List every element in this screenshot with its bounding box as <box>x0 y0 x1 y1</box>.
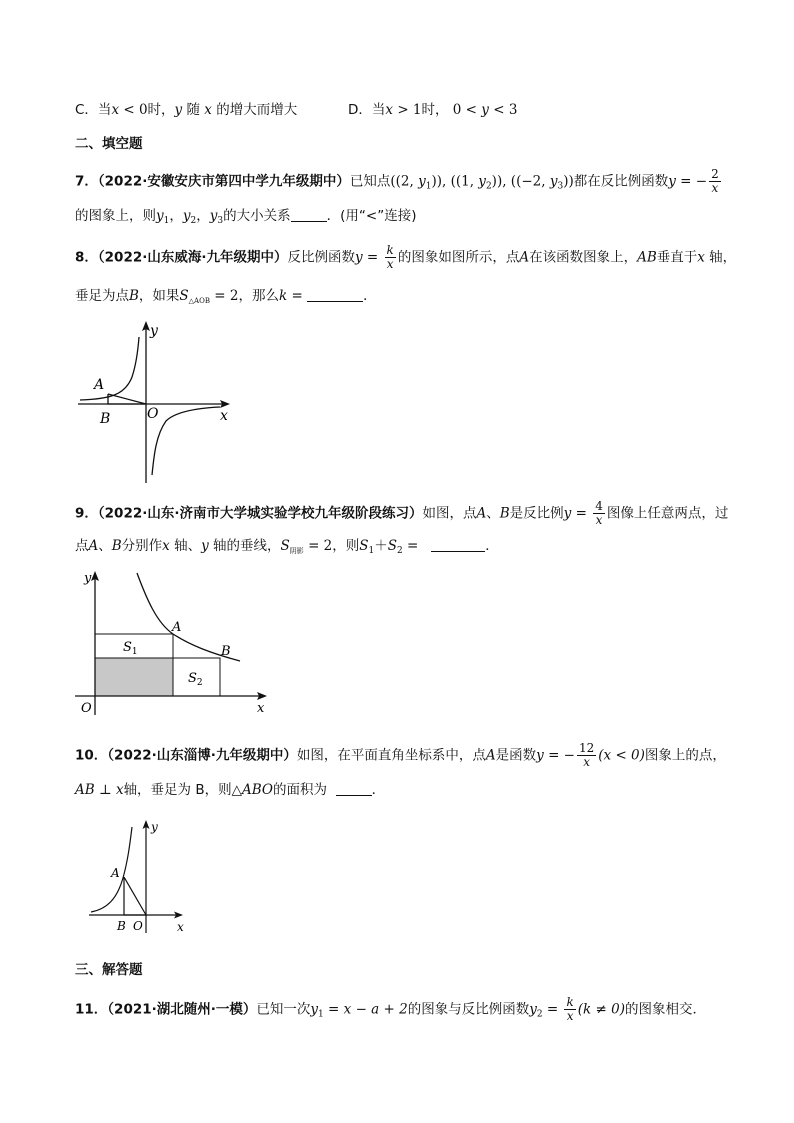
label-s1: $S_1$ <box>123 640 138 657</box>
question-8-line-2: 垂足为点B，如果$S_{\triangle AOB} = 2$，那么k = ． <box>75 288 377 305</box>
section-answer: 三、解答题 <box>75 962 143 978</box>
fraction: $\frac{4}{x}$ <box>595 499 603 527</box>
hyperbola-branch-upper-left <box>80 337 139 400</box>
question-9-line-2: 点A、B分别作x 轴、y 轴的垂线，$S_{阴影} = 2$，则$S_1+S_2$ = ． <box>75 538 499 556</box>
question-10-line-1: 10．（2022·山东淄博·九年级期中）如图，在平面直角坐标系中，点A是函数y = − $\frac{12}{x}$ (x < 0)图象上的点， <box>75 741 726 769</box>
answer-blank[interactable] <box>307 289 363 302</box>
label-b: B <box>100 411 111 427</box>
question-10-figure <box>85 815 195 937</box>
label-o: O <box>147 406 159 422</box>
question-10-line-2: AB ⊥ x轴，垂足为 B，则△ABO的面积为 ． <box>75 782 386 798</box>
question-7-line-1: 7．（2022·安徽安庆市第四中学九年级期中）已知点((2, $y_1$)), ((1, $y_2$)), ((−2, $y_3$))都在反比例函数y = − $\frac{2}{x}$ <box>75 167 719 195</box>
fraction: $\frac{k}{x}$ <box>386 243 394 271</box>
label-x: x <box>177 920 184 934</box>
label-b: B <box>117 919 126 933</box>
question-8-line-1: 8．（2022·山东威海·九年级期中）反比例函数y = $\frac{k}{x}$ 的图象如图所示，点A在该函数图象上，AB垂直于x 轴， <box>75 243 737 271</box>
label-s2: $S_2$ <box>188 671 203 688</box>
label-y: y <box>151 820 158 834</box>
fraction: $\frac{k}{x}$ <box>566 995 574 1023</box>
label-o: O <box>133 919 143 933</box>
label-a: A <box>111 866 120 880</box>
section-fill-in: 二、填空题 <box>75 136 143 152</box>
question-11-line-1: 11．（2021·湖北随州·一模）已知一次$y_1 = x - a + 2$的图象与反比例函数$y_2$ = $\frac{k}{x}$ (k ≠ 0)的图象相交． <box>75 995 706 1023</box>
option-c: C．当x < 0时，y 随 x 的增大而增大 <box>75 102 298 118</box>
question-9-figure <box>75 565 275 717</box>
question-8-figure <box>70 315 250 485</box>
label-x: x <box>220 408 228 424</box>
answer-blank[interactable] <box>291 209 327 222</box>
label-x: x <box>257 701 265 716</box>
answer-blank[interactable] <box>431 539 485 552</box>
label-o: O <box>81 701 92 716</box>
label-y: y <box>84 571 92 586</box>
label-b: B <box>221 644 231 659</box>
fraction: $\frac{2}{x}$ <box>711 167 719 195</box>
shaded-region <box>95 658 173 696</box>
label-y: y <box>150 323 158 339</box>
triangle-aob <box>108 394 146 404</box>
option-d: D．当x > 1时， 0 < y < 3 <box>348 102 518 118</box>
fraction: $\frac{12}{x}$ <box>579 741 595 769</box>
answer-blank[interactable] <box>336 783 372 796</box>
question-9-line-1: 9．（2022·山东·济南市大学城实验学校九年级阶段练习）如图，点A、B是反比例y = $\frac{4}{x}$ 图像上任意两点，过 <box>75 499 729 527</box>
hyperbola-branch-lower-right <box>152 407 220 475</box>
question-7-line-2: 的图象上，则$y_1$，$y_2$，$y_3$的大小关系 ．(用“<”连接) <box>75 208 417 226</box>
label-a: A <box>94 377 105 393</box>
label-a: A <box>172 620 182 635</box>
triangle-abo <box>124 877 146 915</box>
